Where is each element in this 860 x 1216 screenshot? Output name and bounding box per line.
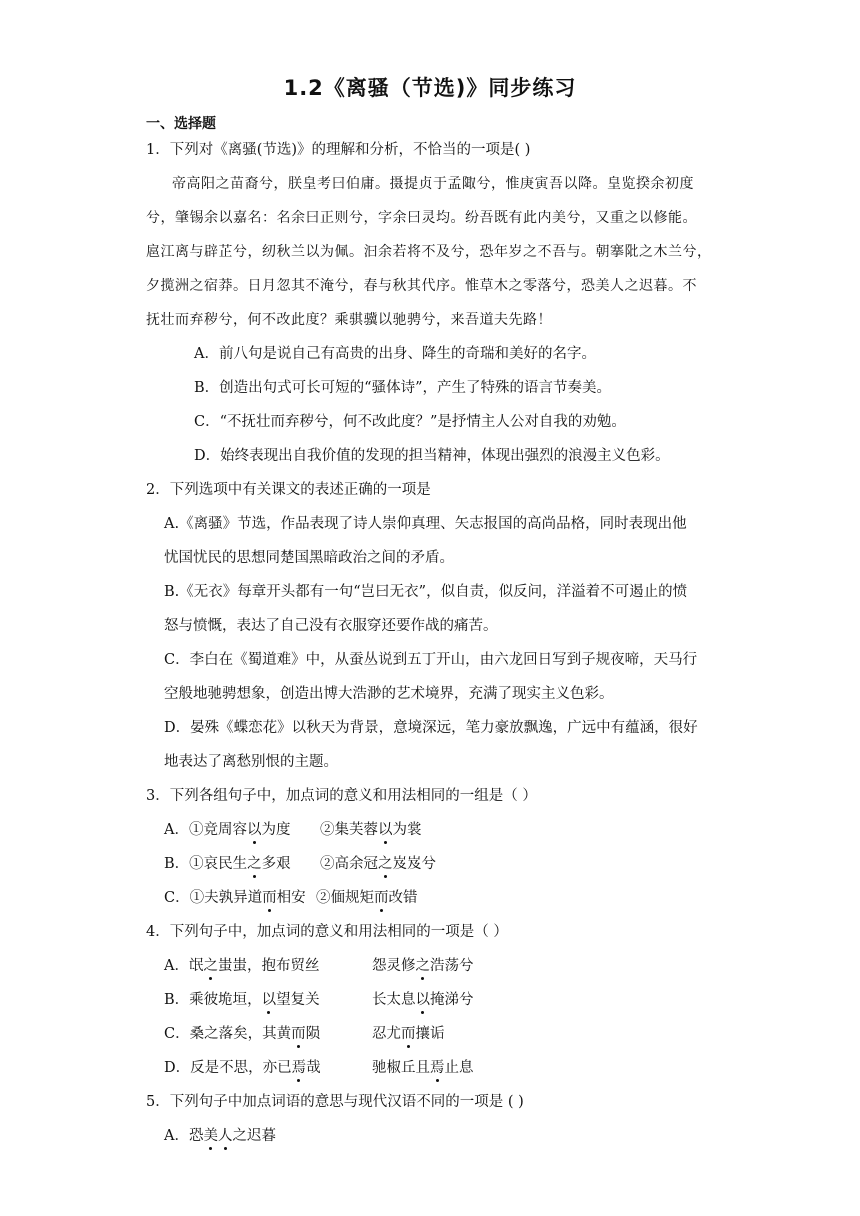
question-2-option-c-cont: 空般地驰骋想象，创造出博大浩渺的艺术境界，充满了现实主义色彩。 [164, 686, 614, 702]
option-label: A． [164, 958, 189, 974]
question-4-option-a[interactable] [164, 956, 319, 976]
question-3-option-b-second [320, 854, 436, 874]
question-3-option-c[interactable] [164, 888, 306, 908]
phrase-2-post: 攘诟 [415, 1026, 445, 1042]
page-title: 1.2《离骚（节选)》同步练习 [283, 76, 577, 100]
dotted-word: 而 [374, 890, 389, 906]
dotted-word: 焉 [291, 1060, 307, 1076]
passage-line: 夕揽洲之宿莽。日月忽其不淹兮，春与秋其代序。惟草木之零落兮，恐美人之迟暮。不 [146, 278, 697, 294]
question-2-option-a-cont: 忧国忧民的思想同楚国黑暗政治之间的矛盾。 [164, 550, 454, 566]
question-2-option-b-cont: 怒与愤慨，表达了自己没有衣服穿还要作战的痛苦。 [164, 618, 498, 634]
question-3-option-a-second [320, 820, 422, 840]
dotted-word: 之 [247, 856, 262, 872]
question-4-stem: 4．下列句子中，加点词的意义和用法相同的一项是（ ） [146, 924, 508, 940]
question-2-option-d[interactable]: D．晏殊《蝶恋花》以秋天为背景，意境深远，笔力豪放飘逸，广远中有蕴涵，很好 [164, 720, 698, 736]
phrase-post: 之迟暮 [232, 1128, 276, 1144]
phrase-2-post: 为裳 [392, 822, 422, 838]
question-4-option-c-second [372, 1024, 445, 1044]
dotted-word: 以 [261, 992, 277, 1008]
dotted-word: 焉 [430, 1060, 445, 1076]
question-5-stem: 5．下列句子中加点词语的意思与现代汉语不同的一项是 ( ) [146, 1094, 524, 1110]
phrase-pre: 恐 [188, 1128, 204, 1144]
question-4-option-a-second [372, 956, 474, 976]
dotted-word: 而 [262, 890, 277, 906]
phrase-2-post: 掩涕兮 [430, 992, 474, 1008]
phrase-2-post: 改错 [388, 890, 418, 906]
section-heading: 一、选择题 [146, 116, 216, 132]
phrase-2-post: 止息 [444, 1060, 474, 1076]
phrase-1-post: 相安 [276, 890, 306, 906]
question-4-option-b-second [372, 990, 474, 1010]
dotted-word: 之 [415, 958, 430, 974]
dotted-word: 人 [217, 1128, 233, 1144]
option-label: C． [164, 890, 190, 906]
question-3-option-b[interactable] [164, 854, 291, 874]
option-label: D． [164, 1060, 191, 1076]
phrase-2-post: 浩荡兮 [430, 958, 474, 974]
dotted-word: 而 [401, 1026, 416, 1042]
option-label: C． [164, 1026, 190, 1042]
phrase-1-pre: 氓 [188, 958, 204, 974]
passage-line: 扈江离与辟芷兮，纫秋兰以为佩。汩余若将不及兮，恐年岁之不吾与。朝搴阰之木兰兮， [146, 244, 712, 260]
phrase-1-post: 陨 [305, 1026, 321, 1042]
phrase-1-pre: ①夫孰异道 [189, 890, 263, 906]
question-1-option-c[interactable]: C．“不抚壮而弃秽兮，何不改此度？”是抒情主人公对自我的劝勉。 [194, 414, 626, 430]
dotted-word: 美 [203, 1128, 218, 1144]
phrase-2-pre: 长太息 [372, 992, 416, 1008]
passage-line: 抚壮而弃秽兮，何不改此度？乘骐骥以驰骋兮，来吾道夫先路！ [146, 312, 552, 328]
question-3-option-a[interactable] [164, 820, 290, 840]
phrase-1-pre: 桑之落矣，其黄 [189, 1026, 292, 1042]
question-4-option-c[interactable] [164, 1024, 320, 1044]
phrase-1-post: 多艰 [261, 856, 291, 872]
phrase-1-pre: ①竞周容 [188, 822, 247, 838]
phrase-2-pre: ②偭规矩 [316, 890, 374, 906]
option-label: A． [164, 822, 189, 838]
passage-line: 帝高阳之苗裔兮，朕皇考曰伯庸。摄提贞于孟陬兮，惟庚寅吾以降。皇览揆余初度 [172, 176, 694, 192]
question-1-option-a[interactable]: A．前八句是说自己有高贵的出身、降生的奇瑞和美好的名字。 [194, 346, 596, 362]
question-1-option-d[interactable]: D．始终表现出自我价值的发现的担当精神，体现出强烈的浪漫主义色彩。 [194, 448, 670, 464]
question-1-option-b[interactable]: B．创造出句式可长可短的“骚体诗”，产生了特殊的语言节奏美。 [194, 380, 611, 396]
question-4-option-d-second [372, 1058, 474, 1078]
dotted-word: 以 [378, 822, 393, 838]
dotted-word: 以 [415, 992, 430, 1008]
question-1-stem: 1．下列对《离骚(节选)》的理解和分析，不恰当的一项是( ) [146, 142, 531, 158]
question-4-option-b[interactable] [164, 990, 320, 1010]
phrase-2-pre: 怨灵修 [372, 958, 416, 974]
option-label: A． [164, 1128, 189, 1144]
question-4-option-d[interactable] [164, 1058, 321, 1078]
dotted-word: 之 [378, 856, 393, 872]
phrase-1-pre: 反是不思，亦已 [190, 1060, 292, 1076]
phrase-1-pre: ①哀民生 [189, 856, 248, 872]
dotted-word: 之 [203, 958, 218, 974]
passage-line: 兮，肇锡余以嘉名：名余曰正则兮，字余曰灵均。纷吾既有此内美兮，又重之以修能。 [146, 210, 697, 226]
question-2-option-d-cont: 地表达了离愁别恨的主题。 [164, 754, 338, 770]
question-2-option-a[interactable]: A.《离骚》节选，作品表现了诗人崇仰真理、矢志报国的高尚品格，同时表现出他 [164, 516, 687, 532]
phrase-2-pre: ②集芙蓉 [320, 822, 378, 838]
question-2-option-b[interactable]: B.《无衣》每章开头都有一句“岂曰无衣”，似自责，似反问，洋溢着不可遏止的愤 [164, 584, 688, 600]
phrase-1-post: 哉 [306, 1060, 321, 1076]
phrase-1-post: 为度 [261, 822, 291, 838]
phrase-2-pre: 忍尤 [372, 1026, 401, 1042]
question-2-option-c[interactable]: C．李白在《蜀道难》中，从蚕丛说到五丁开山，由六龙回日写到子规夜啼，天马行 [164, 652, 698, 668]
phrase-2-post: 岌岌兮 [392, 856, 436, 872]
dotted-word: 以 [246, 822, 262, 838]
phrase-1-post: 望复关 [276, 992, 320, 1008]
question-3-option-c-second [316, 888, 418, 908]
phrase-2-pre: ②高余冠 [320, 856, 378, 872]
question-5-option-a[interactable] [164, 1126, 276, 1146]
option-label: B． [164, 856, 190, 872]
question-3-stem: 3．下列各组句子中，加点词的意义和用法相同的一组是（ ） [146, 788, 537, 804]
question-2-stem: 2．下列选项中有关课文的表述正确的一项是 [146, 482, 431, 498]
phrase-1-pre: 乘彼垝垣， [189, 992, 262, 1008]
phrase-2-pre: 驰椒丘且 [372, 1060, 430, 1076]
phrase-1-post: 蚩蚩，抱布贸丝 [217, 958, 320, 974]
option-label: B． [164, 992, 190, 1008]
dotted-word: 而 [291, 1026, 306, 1042]
